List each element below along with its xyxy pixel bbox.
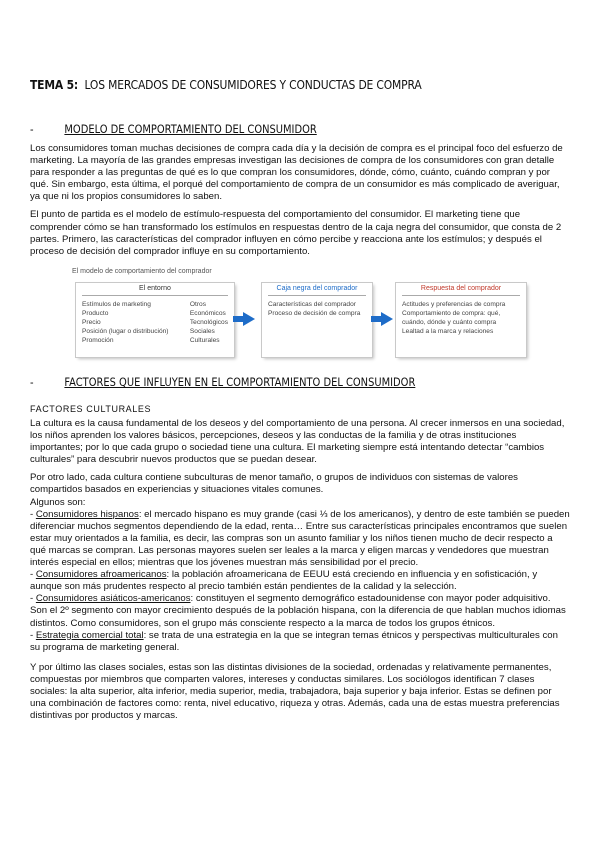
figure-box-response: [396, 283, 526, 357]
box-item: Comportamiento de compra: qué, cuándo, dónde y cuánto compra: [402, 310, 501, 326]
paragraph: Los consumidores toman muchas decisiones de compra cada día y la decisión de compra es el principal foco del esfuerzo de marketing. La mayoría de las grandes empresas investigan las decisiones de compra de los consumidores con gran detalle para responder a las preguntas de qué es lo que compran los consumidores, dónde, cómo, cuánto, cuándo compran y por qué. Sin embargo, esta última, el porqué del comportamiento de compra de un consumidor es más complicado de averiguar, ya que ni los propios consumidores lo saben.: [30, 143, 563, 203]
section-heading-factors: [30, 375, 415, 389]
box-item: Producto: [82, 310, 109, 317]
paragraph: Por otro lado, cada cultura contiene subculturas de menor tamaño, o grupos de individuos con sistemas de valores compartidos basados en experiencias y situaciones vitales comunes.: [30, 472, 518, 496]
list-term: Estrategia comercial total: [35, 629, 144, 641]
box-col-header: Estímulos de marketing: [82, 301, 151, 308]
box-item: Económicos: [189, 310, 226, 317]
box-item: Precio: [82, 319, 101, 326]
arrow-right-icon: [381, 312, 393, 326]
list-term: Consumidores hispanos: [35, 508, 139, 520]
box-item: Posición (lugar o distribución): [82, 328, 169, 335]
box-item: Características del comprador: [268, 301, 356, 308]
paragraph: La cultura es la causa fundamental de los deseos y del comportamiento de una persona. Al crecer inmersos en una sociedad, los niños aprenden los valores básicos, percepciones, deseos y las conductas de la familia y de otras instituciones importantes; por lo que cada grupo o sociedad tiene una cultura. El marketing siempre está intentando detectar “cambios culturales” para descubrir nuevos productos que se puedan desear.: [30, 418, 565, 466]
box-title: El entorno: [139, 285, 171, 292]
paragraph: El punto de partida es el modelo de estímulo-respuesta del comportamiento del consumidor. El marketing tiene que comprender cómo se han transformado los estímulos en respuestas dentro de la caja negra del consumidor, que consta de 2 partes. Primero, las características del comprador influyen en cómo percibe y reacciona ante los estímulos; y después el proceso de decisión del comprador influye en su comportamiento.: [30, 209, 562, 257]
list-dash: -: [30, 593, 36, 605]
title-label: TEMA 5:: [30, 77, 79, 92]
box-title: Caja negra del comprador: [276, 285, 358, 292]
box-item: Culturales: [189, 337, 220, 344]
list-item: [30, 630, 570, 654]
section-heading-text: MODELO DE COMPORTAMIENTO DEL CONSUMIDOR: [64, 122, 317, 136]
list-item: [30, 593, 570, 629]
list-dash: -: [30, 569, 36, 581]
list-item: [30, 569, 570, 593]
list-term: Consumidores afroamericanos: [35, 569, 167, 581]
page-title: [30, 77, 422, 92]
box-col-header: Otros: [189, 301, 206, 308]
list-text: : se trata de una estrategia en la que se integran temas étnicos y perspectivas multiculturales con su programa de marketing general.: [30, 629, 558, 653]
section-heading-text: FACTORES QUE INFLUYEN EN EL COMPORTAMIENTO DEL CONSUMIDOR: [64, 375, 416, 389]
list-text: : el mercado hispano es muy grande (casi ⅓ de los americanos), y dentro de este también se pueden diferenciar muchos segmentos dependiendo de la edad, renta… Entre sus características principales encontramos que suelen estar muy orientados a la familia, es decir, las compras son un asunto familiar y los niños tienen mucho de decir respecto a qué marcas se compran. Las personas mayores suelen ser leales a la marca y eligen marcas y vendedores que muestran interés especial en ellos; mientras que los jóvenes muestran más sensibilidad por el precio.: [30, 508, 570, 569]
box-title: Respuesta del comprador: [420, 285, 502, 292]
list-text: : la población afroamericana de EEUU está creciendo en influencia y en sofisticación, y aunque son más prudentes respecto al precio también están pendientes de la calidad y la selección.: [30, 569, 538, 593]
cultural-body: [30, 418, 570, 728]
figure-box-black-box: [262, 283, 372, 357]
list-dash: -: [30, 629, 36, 641]
paragraph: Algunos son:: [30, 496, 86, 508]
list-dash: -: [30, 508, 36, 520]
section1-body: [30, 143, 570, 264]
list-item: [30, 509, 570, 569]
box-item: Promoción: [82, 337, 114, 344]
box-item: Sociales: [189, 328, 215, 335]
section-heading-model: [30, 122, 317, 136]
box-item: Lealtad a la marca y relaciones: [402, 328, 494, 335]
list-text: : constituyen el segmento demográfico estadounidense con mayor poder adquisitivo. Son el 2º segmento con mayor crecimiento después de la población hispana, con la diferencia de que hablan muchos idiomas distintos. Como consumidores, son el grupo más consciente respecto a la marca de todos los grupos étnicos.: [30, 593, 566, 629]
title-text: LOS MERCADOS DE CONSUMIDORES Y CONDUCTAS DE COMPRA: [84, 77, 422, 92]
box-item: Actitudes y preferencias de compra: [402, 301, 506, 308]
list-term: Consumidores asiáticos-americanos: [35, 593, 191, 605]
section-dash: -: [30, 122, 34, 136]
figure-caption: El modelo de comportamiento del comprador: [72, 268, 212, 275]
arrow-right-icon: [243, 312, 255, 326]
figure-box-environment: [76, 283, 234, 357]
subheading-cultural: FACTORES CULTURALES: [30, 404, 152, 414]
box-item: Proceso de decisión de compra: [268, 310, 361, 317]
box-item: Tecnológicos: [189, 319, 228, 326]
section-dash: -: [30, 375, 34, 389]
paragraph: Y por último las clases sociales, estas son las distintas divisiones de la sociedad, ordenadas y relativamente permanentes, compuestas por miembros que comparten valores, intereses y conductas similares. Los sociólogos identifican 7 clases sociales: la alta superior, alta inferior, media superior, media, trabajadora, baja superior y baja inferior. Estas se definen por una combinación de factores como: renta, nivel educativo, riqueza y otras. Además, cada una de estas muestra preferencias distintivas por productos y marcas.: [30, 661, 560, 722]
